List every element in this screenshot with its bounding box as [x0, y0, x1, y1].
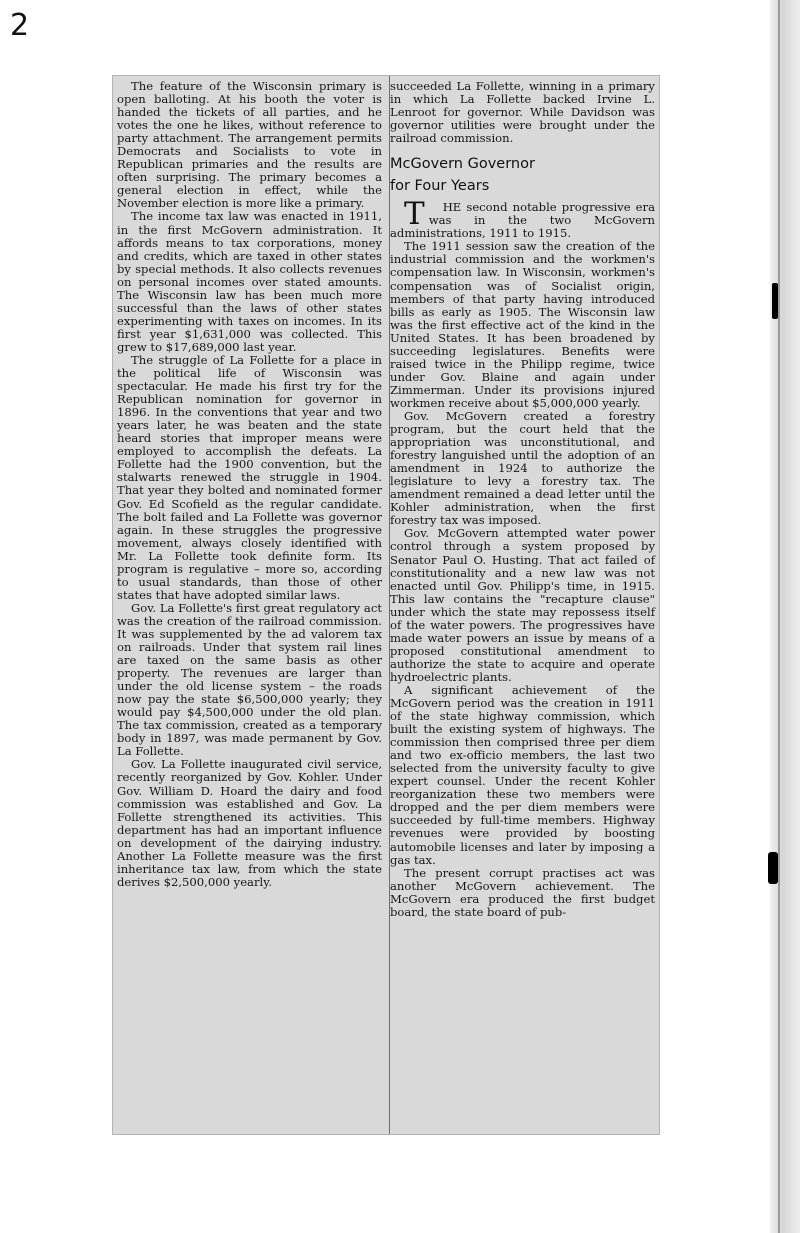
- scan-mark: [768, 852, 778, 884]
- headline-line: McGovern Governor: [390, 156, 535, 173]
- paragraph: succeeded La Follette, winning in a primary in which La Follette backed Irvine L. Lenroot for governor. While Davidson was governor utilities were brought under the railroad commission.: [390, 79, 655, 146]
- paragraph: The 1911 session saw the creation of the industrial commission and the workmen's compensation law. In Wisconsin, workmen's compensation was of Socialist origin, members of that party having introduced bills as early as 1905. The Wisconsin law was the first effective act of the kind in the United States. It has been broadened by succeeding legislatures. Benefits were raised twice in the Philipp regime, twice under Gov. Blaine and again under Zimmerman. Under its provisions injured workmen receive about $5,000,000 yearly.: [390, 239, 655, 410]
- paragraph: The present corrupt practises act was another McGovern achievement. The McGovern era produced the first budget board, the state board of pub-: [390, 865, 655, 919]
- section-headline: [390, 153, 655, 197]
- newspaper-clipping: [112, 75, 660, 1135]
- paragraph: The income tax law was enacted in 1911, in the first McGovern administration. It affords means to tax corporations, money and credits, which are taxed in other states by special methods. It also collects revenues on personal incomes over stated amounts. The Wisconsin law has been much more successful than the laws of other states experimenting with taxes on incomes. In its first year $1,631,000 was collected. This grew to $17,689,000 last year.: [117, 209, 382, 354]
- paragraph: The struggle of La Follette for a place in the political life of Wisconsin was spectacular. He made his first try for the Republican nomination for governor in 1896. In the conventions that year and two years later, he was beaten and the state heard stories that improper means were employed to accomplish the defeats. La Follette had the 1900 convention, but the stalwarts renewed the struggle in 1904. That year they bolted and nominated former Gov. Ed Scofield as the regular candidate. The bolt failed and La Follette was governor again. In these struggles the progressive movement, always closely identified with Mr. La Follette took definite form. Its program is regulative – more so, according to usual standards, than those of other states that have adopted similar laws.: [117, 352, 382, 602]
- right-column: [390, 80, 655, 919]
- paragraph: The feature of the Wisconsin primary is open balloting. At his booth the voter is handed the tickets of all parties, and he votes the one he likes, without reference to party attachment. The arrangement permits Democrats and Socialists to vote in Republican primaries and the results are often surprising. The primary becomes a general election in effect, while the November election is more like a primary.: [117, 79, 382, 211]
- page-number: 2: [10, 8, 30, 43]
- scan-edge-line: [778, 0, 780, 1233]
- paragraph-text: HE second notable progressive era was in the two McGovern administrations, 1911 to 1915.: [390, 200, 655, 241]
- left-column: [117, 80, 382, 889]
- paragraph: Gov. McGovern created a forestry program, but the court held that the appropriation was unconstitutional, and forestry languished until the adoption of an amendment in 1924 to authorize the legislature to levy a forestry tax. The amendment remained a dead letter until the Kohler administration, when the first forestry tax was imposed.: [390, 408, 655, 528]
- paragraph: [390, 196, 655, 241]
- scan-mark: [772, 283, 778, 319]
- paragraph: A significant achievement of the McGovern period was the creation in 1911 of the state highway commission, which built the existing system of highways. The commission then comprised three per diem and two ex-officio members, the last two selected from the university faculty to give expert counsel. Under the recent Kohler reorganization these two members were dropped and the per diem members were succeeded by full-time members. Highway revenues were provided by boosting automobile licenses and later by imposing a gas tax.: [390, 682, 655, 867]
- paragraph: Gov. La Follette inaugurated civil service, recently reorganized by Gov. Kohler. Under Gov. William D. Hoard the dairy and food commission was established and Gov. La Follette strengthened its activities. This department has had an important influence on development of the dairying industry. Another La Follette measure was the first inheritance tax law, from which the state derives $2,500,000 yearly.: [117, 757, 382, 889]
- paragraph: Gov. McGovern attempted water power control through a system proposed by Senator Paul O. Husting. That act failed of constitutionality and a new law was not enacted until Gov. Philipp's time, in 1915. This law contains the "recapture clause" under which the state may repossess itself of the water powers. The progressives have made water powers an issue by means of a proposed constitutional amendment to authorize the state to acquire and operate hydroelectric plants.: [390, 526, 655, 684]
- headline-line: for Four Years: [390, 178, 490, 195]
- paragraph: Gov. La Follette's first great regulatory act was the creation of the railroad commission. It was supplemented by the ad valorem tax on railroads. Under that system rail lines are taxed on the same basis as other property. The revenues are larger than under the old license system – the roads now pay the state $6,500,000 yearly; they would pay $4,500,000 under the old plan. The tax commission, created as a temporary body in 1897, was made permanent by Gov. La Follette.: [117, 600, 382, 759]
- scan-edge: [770, 0, 800, 1233]
- drop-cap: T: [404, 196, 425, 233]
